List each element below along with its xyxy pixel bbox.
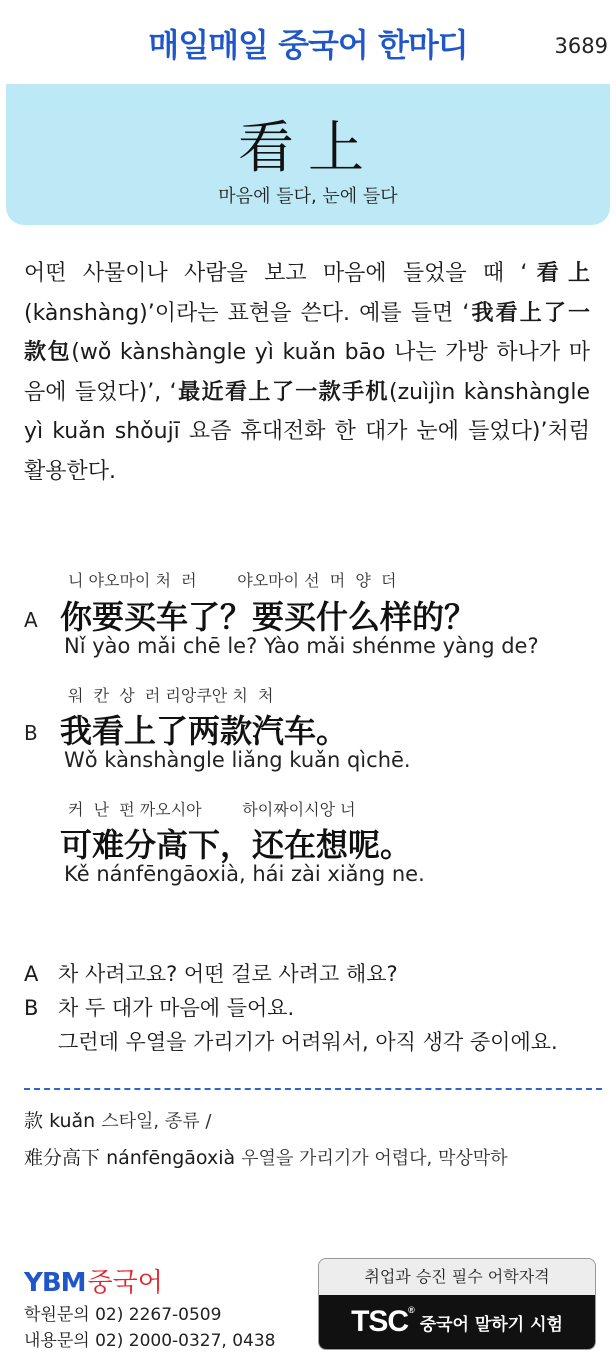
pinyin-line: Kě nánfēngāoxià, hái zài xiǎng ne. <box>64 862 425 886</box>
speaker-label: A <box>24 608 38 632</box>
example-chinese: 我看上了一款包 <box>24 300 590 365</box>
registered-mark: ® <box>408 1305 414 1315</box>
ybm-logo <box>24 1262 163 1299</box>
vocab-pinyin: kuǎn <box>49 1110 96 1132</box>
chinese-sentence: 可难分高下，还在想呢。 <box>60 826 413 864</box>
term-heading: 看上 <box>238 116 378 181</box>
translation-line <box>24 1026 558 1056</box>
speaker-label: A <box>24 962 39 986</box>
dashed-divider <box>24 1088 602 1090</box>
term-meaning: 마음에 들다, 눈에 들다 <box>218 186 398 207</box>
explanation-text: 어떤 사물이나 사람을 보고 마음에 들었을 때 ‘ <box>24 261 528 286</box>
translation-text: 차 두 대가 마음에 들어요. <box>58 996 295 1020</box>
vocab-meaning: 스타일, 종류 / <box>101 1111 212 1132</box>
pronunciation-guide: 니 야오마이 처 러 야오마이 선 머 양 더 <box>68 571 397 590</box>
explanation-text: (kànshàng)’이라는 표현을 쓴다. 예를 들면 ‘ <box>24 300 470 326</box>
pronunciation-guide: 커 난 펀 까오시아 하이짜이시앙 너 <box>68 800 356 819</box>
pronunciation-guide: 워 칸 상 러 리앙쿠안 치 처 <box>68 686 274 705</box>
vocab-meaning: 우열을 가리기가 어렵다, 막상막하 <box>241 1148 508 1169</box>
explanation-term: 看上 <box>527 261 590 286</box>
chinese-sentence: 我看上了两款汽车。 <box>60 712 349 750</box>
vocab-word: 款 <box>24 1110 44 1132</box>
example-gloss: (zuìjìn kànshàngle yì kuǎn shǒujī 요즘 휴대전화 한 대가 눈에 들었다)’처럼 활용한다. <box>24 379 590 484</box>
tsc-promo-banner <box>318 1258 596 1350</box>
vocab-pinyin: nánfēngāoxià <box>106 1147 236 1169</box>
vocab-entry <box>24 1143 508 1170</box>
pinyin-line: Nǐ yào mǎi chē le? Yào mǎi shénme yàng de? <box>64 634 539 658</box>
tsc-logo <box>351 1305 414 1339</box>
chinese-sentence: 你要买车了？要买什么样的？ <box>60 598 477 636</box>
tsc-logo-text: TSC <box>351 1305 409 1338</box>
vocab-entry <box>24 1106 211 1133</box>
speaker-label: B <box>24 996 39 1020</box>
explanation-paragraph <box>24 254 590 491</box>
translation-text: 그런데 우열을 가리기가 어려워서, 아직 생각 중이에요. <box>58 1030 558 1054</box>
brand-chinese: 중국어 <box>87 1268 163 1298</box>
example-chinese: 最近看上了一款手机 <box>176 379 389 405</box>
promo-name: 중국어 말하기 시험 <box>419 1314 563 1335</box>
academy-contact: 학원문의 02) 2267-0509 <box>24 1305 222 1325</box>
content-contact: 내용문의 02) 2000-0327, 0438 <box>24 1331 276 1351</box>
term-banner <box>6 84 610 225</box>
example-gloss: (wǒ kànshàngle yì kuǎn bāo 나는 가방 하나가 마음에 들었다)’, ‘ <box>24 340 590 405</box>
translation-text: 차 사려고요? 어떤 걸로 사려고 해요? <box>58 962 398 986</box>
pinyin-line: Wǒ kànshàngle liǎng kuǎn qìchē. <box>64 748 411 772</box>
brand-ybm: YBM <box>24 1268 86 1298</box>
series-title: 매일매일 중국어 한마디 <box>148 26 468 64</box>
promo-bar <box>319 1295 595 1349</box>
issue-number: 3689 <box>554 34 608 58</box>
translation-line <box>24 958 398 988</box>
vocab-word: 难分高下 <box>24 1147 101 1169</box>
promo-tagline: 취업과 승진 필수 어학자격 <box>364 1267 550 1286</box>
speaker-label: B <box>24 721 38 745</box>
translation-line <box>24 992 294 1022</box>
